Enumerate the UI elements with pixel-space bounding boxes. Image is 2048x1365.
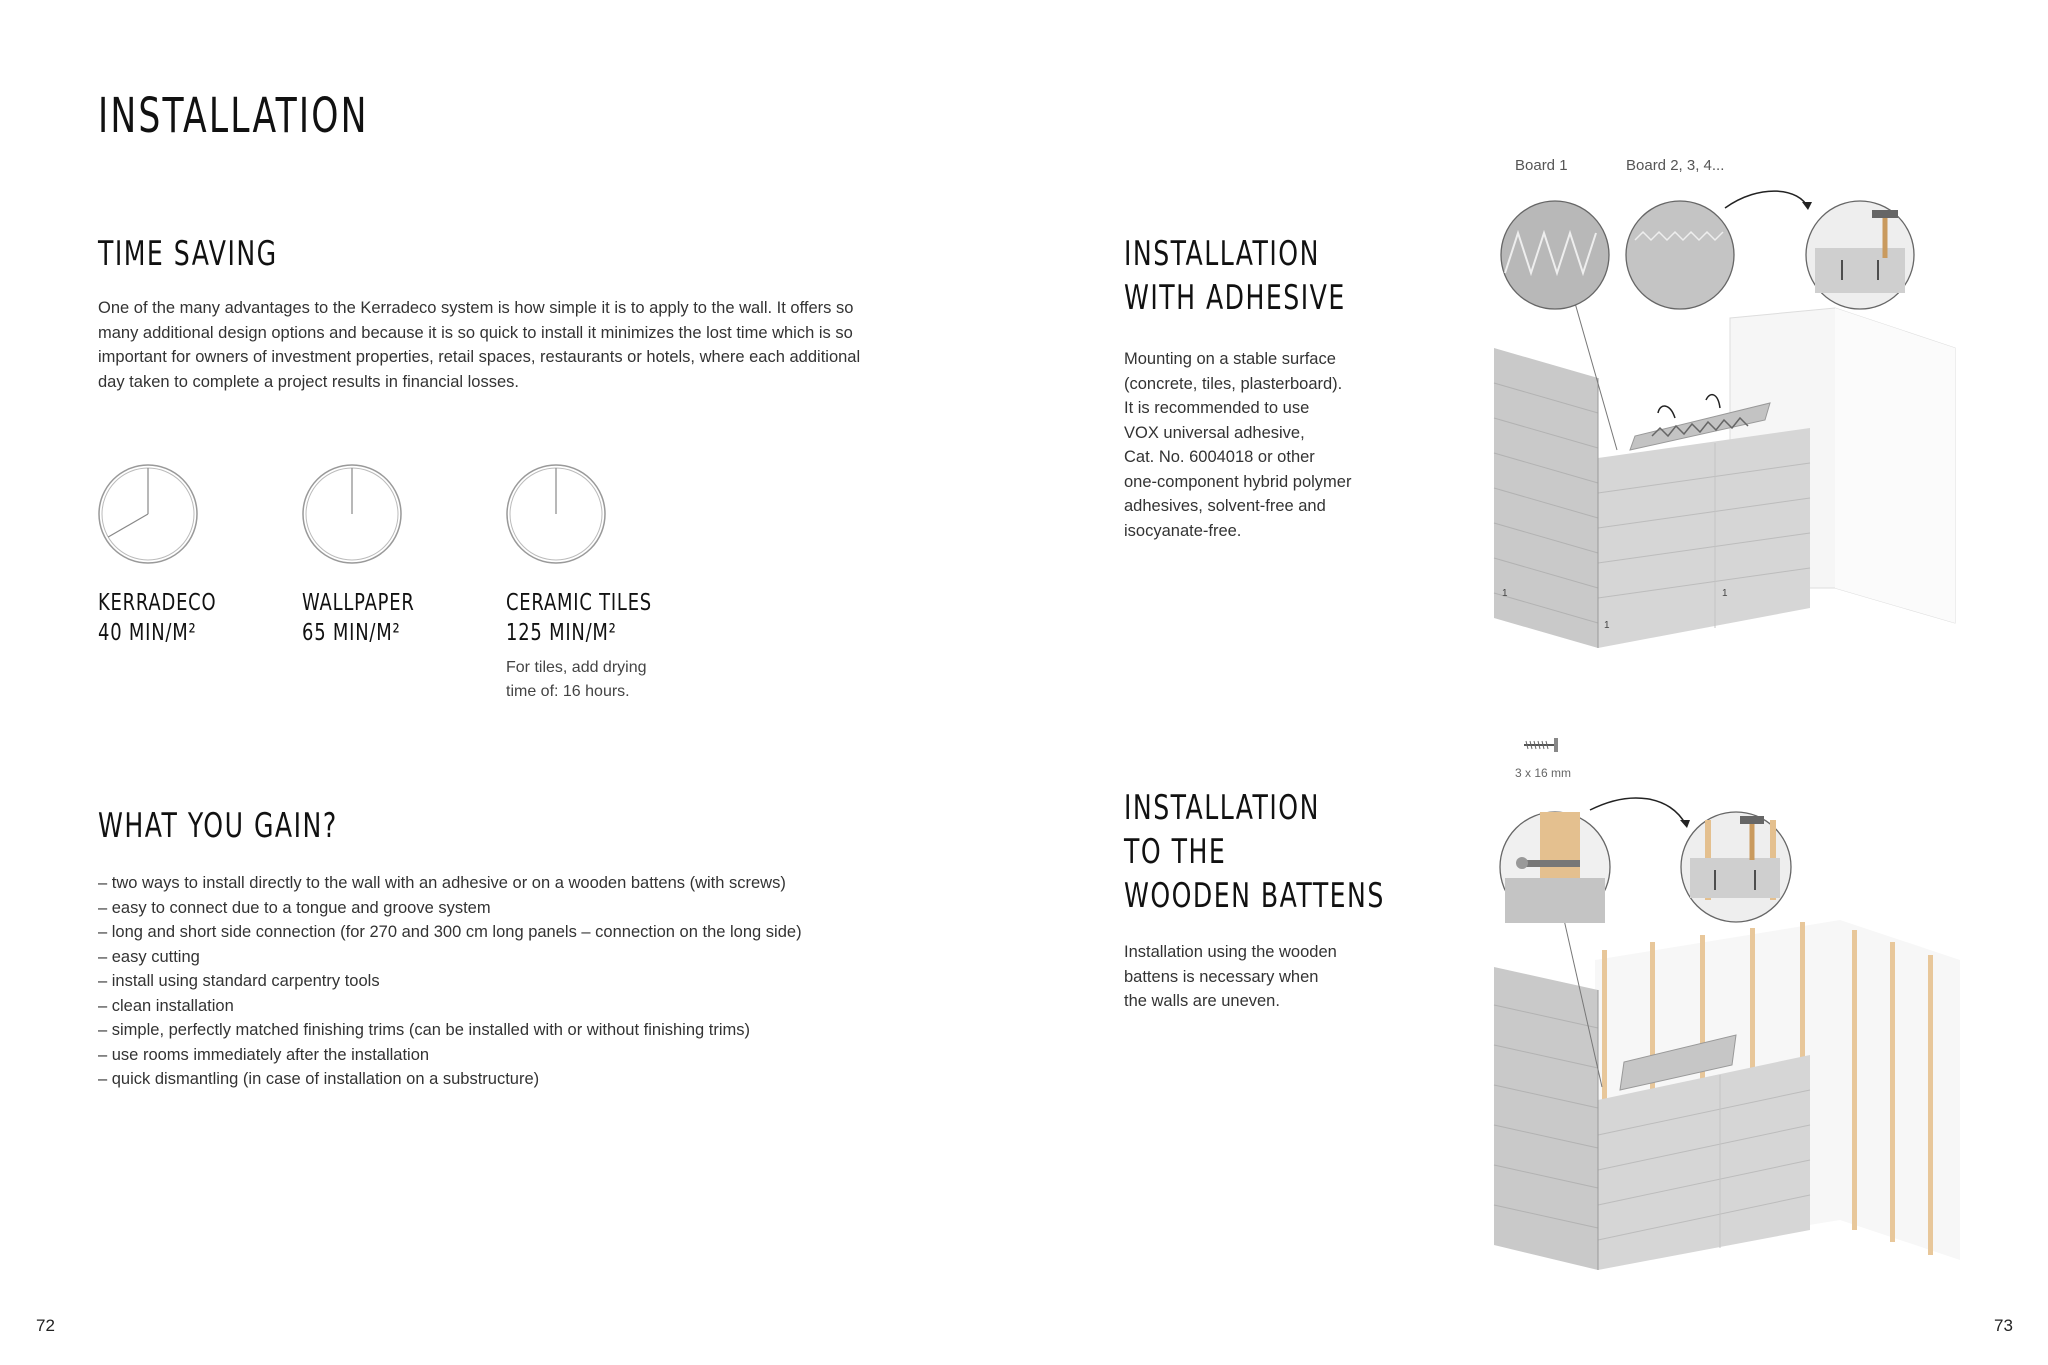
paragraph-line: important for owners of investment properties, retail spaces, restaurants or hotels, where each additional — [98, 348, 861, 366]
clock-time: 65 MIN/M² — [302, 620, 401, 646]
panel-mark: 1 — [1722, 588, 1728, 599]
clock-time: 40 MIN/M² — [98, 620, 197, 646]
list-item: – easy to connect due to a tongue and groove system — [98, 898, 491, 917]
ceramic-note — [506, 656, 647, 704]
clock-label-wallpaper — [302, 588, 446, 648]
clock-name: CERAMIC TILES — [506, 590, 652, 616]
note-line: For tiles, add drying — [506, 659, 647, 676]
time-saving-heading: TIME SAVING — [98, 234, 278, 274]
text-line: one-component hybrid polymer — [1124, 472, 1352, 491]
adhesive-wall-illustration — [1480, 188, 1960, 658]
clock-icon-ceramic — [504, 462, 608, 566]
heading-line: WITH ADHESIVE — [1124, 278, 1346, 318]
time-saving-paragraph — [98, 296, 860, 394]
heading-line: INSTALLATION — [1124, 234, 1320, 274]
paragraph-line: One of the many advantages to the Kerradeco system is how simple it is to apply to the wall. It offers so — [98, 299, 854, 317]
gain-heading: WHAT YOU GAIN? — [98, 806, 338, 846]
text-line: Installation using the wooden — [1124, 943, 1337, 961]
list-item: – clean installation — [98, 996, 234, 1015]
text-line: battens is necessary when — [1124, 967, 1319, 986]
list-item: – long and short side connection (for 270 and 300 cm long panels – connection on the long side) — [98, 923, 802, 941]
list-item: – use rooms immediately after the installation — [98, 1045, 430, 1064]
adhesive-text — [1124, 347, 1351, 543]
note-line: time of: 16 hours. — [506, 683, 630, 700]
text-line: (concrete, tiles, plasterboard). — [1124, 374, 1343, 393]
list-item: – easy cutting — [98, 947, 200, 966]
clock-label-ceramic — [506, 588, 693, 648]
text-line: the walls are uneven. — [1124, 992, 1280, 1010]
panel-mark: 1 — [1502, 588, 1508, 599]
heading-line: TO THE — [1124, 832, 1227, 872]
board1-label: Board 1 — [1515, 157, 1568, 174]
text-line: It is recommended to use — [1124, 399, 1310, 417]
heading-line: WOODEN BATTENS — [1124, 876, 1385, 916]
clock-name: WALLPAPER — [302, 590, 415, 616]
paragraph-line: day taken to complete a project results in financial losses. — [98, 372, 519, 391]
clock-hand — [108, 514, 148, 537]
list-item: – quick dismantling (in case of installation on a substructure) — [98, 1070, 540, 1088]
panel-mark: 1 — [1604, 620, 1610, 631]
clock-name: KERRADECO — [98, 590, 217, 616]
battens-wall-illustration — [1480, 790, 1960, 1280]
clock-label-kerradeco — [98, 588, 250, 648]
heading-line: INSTALLATION — [1124, 788, 1320, 828]
text-line: isocyanate-free. — [1124, 521, 1242, 540]
screw-label: 3 x 16 mm — [1515, 766, 1572, 780]
clock-icon-wallpaper — [300, 462, 404, 566]
adhesive-heading — [1124, 232, 1424, 320]
list-item: – two ways to install directly to the wall with an adhesive or on a wooden battens (with screws) — [98, 874, 786, 892]
list-item: – simple, perfectly matched finishing trims (can be installed with or without finishing trims) — [98, 1021, 751, 1039]
clock-time: 125 MIN/M² — [506, 620, 617, 646]
text-line: adhesives, solvent-free and — [1124, 497, 1326, 515]
gain-list — [98, 871, 802, 1092]
battens-text — [1124, 940, 1337, 1014]
page-title: INSTALLATION — [98, 88, 369, 144]
board2-label: Board 2, 3, 4... — [1626, 157, 1725, 174]
page-number-left: 72 — [36, 1316, 55, 1335]
screw-icon — [1522, 736, 1562, 754]
text-line: Cat. No. 6004018 or other — [1124, 448, 1315, 466]
clock-icon-kerradeco — [96, 462, 200, 566]
battens-heading — [1124, 786, 1476, 918]
paragraph-line: many additional design options and because it is so quick to install it minimizes the lost time which is so — [98, 323, 853, 342]
page-number-right: 73 — [1994, 1316, 2013, 1335]
text-line: VOX universal adhesive, — [1124, 423, 1305, 442]
list-item: – install using standard carpentry tools — [98, 972, 380, 990]
text-line: Mounting on a stable surface — [1124, 350, 1336, 368]
